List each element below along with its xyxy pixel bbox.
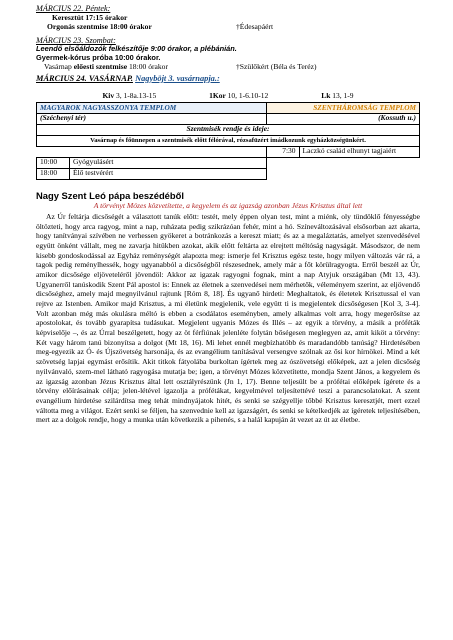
rosary-note: Vasárnap és főünnepen a szentmisék előtt félórával, rózsafüzért imádkozunk egyházközségünkért. — [37, 135, 420, 146]
reading-1: Kiv 3, 1-8a.13-15 — [102, 90, 157, 100]
empty-cell — [266, 157, 419, 168]
sunday-heading — [36, 74, 420, 84]
friday-mass: Orgonás szentmise 18:00 órakor — [47, 21, 152, 31]
article-body: Az Úr feltárja dicsőségét a választott tanúk előtt: testét, mely éppen olyan test, mint a miénk, oly tündöklő fényességbe öltözteti, hogy arca ragyog, mint a nap, ruházata pedig szikrázóan fehér, mint a hó. Színeváltozásával elsősorban azt akarta, hogy tanítványai szívében ne verhessen gyökeret a botránkozás a kereszt miatt; és az a megaláztatás, amelyet szenvedésével együtt önként vállalt, meg ne zavarja hitükben azokat, akik előtt feltárta az elrejtett méltóság nagyságát. Másodszor, de nem kisebb gondoskodással az Egyház reménységét alapozta meg: ismerje fel Krisztus egész teste, hogy milyen változás vár rá, a tagok pedig reménylhessék, hogy ugyanabból a dicsőségből részesednek, amely már a főt körülragyogta. Erről beszél az Úr, amikor dicsősége eljöveteléről jövendöl: Akkor az igazak ragyogni fognak, mint a nap Atyjuk országában (Mt 13, 43). Ugyanerről tanúskodik Szent Pál apostol is: Ennek az életnek a szenvedései nem mérhetők, véleményem szerint, az eljövendő dicsőséghez, amely majd megnyilvánul rajtunk [Róm 8, 18]. És ugyanő hirdeti: Meghaltatok, és életetek Krisztussal el van rejtve az Istenben. Amikor majd Krisztus, a mi életünk megjelenik, vele együtt ti is megjelentek dicsőségesen [Kol 3, 3-4]. Volt azonban még más okulásra méltó is ebben a csodálatos eseményben, amely alkalmas volt arra, hogy megerősítse az apostolokat, és tovább gyarapítsa tudásukat. Megjelent ugyanis Mózes és Illés – az egyik a törvény, a másik a próféták képviselője –, és az Úrral beszélgetett, hogy az öt férfiúnak jelenléte folytán bőségesen meglegyen az, amit kiköt a törvény: Két vagy három tanú bizonyítsa a dolgot (Mt 18, 16). Mi lehet ennél megbízhatóbb és maradandóbb tanúság? Hirdetésében meg-egyezik az Ó- és Újszövetség harsonája, és az evangélium tanításával versengve szólnak az ősi kor hírnökei. Mind a két szövetség lapjai egymást erősítik. Akit titkok fátyolába burkoltan ígértek meg az ószövetségi előképek, azt a jelen dicsőség nyilvánvaló, szem-mel látható ragyogása mutatja be; igen, a törvényt Mózes közvetítette, mondja Szent János, a kegyelem és az igazság azonban Jézus Krisztus által lett osztályrészünk (Jn 1, 17). Benne teljesült be a prófétai előképek ígérete és a törvény előírásainak célja; jelen-létével igazolja a prófétákat, kegyelmével teljesítettévé teszi a parancsolatokat. A szent evangélium hirdetése szilárdítsa meg tehát mindnyájatok hitét, és senki se szégyellje tőbbé Krisztus keresztjét, mert ezzel váltotta meg a világot. Ezért senki se féljen, ha szenvednie kell az igazságért, és senki se kételkedjék az ígéretek teljesítésében, mert az a dolgok rendje, hogy a munka után következik a pihenés, s a halál kapuján át vezet az út az életbe. — [36, 211, 420, 425]
reading-2: 1Kor 10, 1-6.10-12 — [209, 90, 269, 100]
row-time: 18:00 — [37, 168, 70, 179]
empty-cell — [266, 168, 419, 179]
row-right-text: Laczkó család elhunyt tagjaiért — [299, 146, 419, 157]
saturday-block — [36, 36, 420, 72]
article-subtitle: A törvényt Mózes közvetítette, a kegyelem és az igazság azonban Jézus Krisztus által lett — [93, 200, 363, 210]
reading-3: Lk 13, 1-9 — [321, 90, 354, 100]
sunday-readings — [36, 92, 420, 101]
row-text: Gyógyulásért — [70, 157, 267, 168]
sunday-date: MÁRCIUS 24. VASÁRNAP. — [36, 73, 133, 83]
church-left-street: (Széchenyi tér) — [37, 113, 267, 124]
row-text: Élő testvérért — [70, 168, 267, 179]
bulletin-page — [36, 4, 420, 425]
mass-table — [36, 102, 420, 180]
row-right-time: 7:30 — [266, 146, 299, 157]
church-left-name: MAGYAROK NAGYASSZONYA TEMPLOM — [37, 102, 267, 113]
sunday-subtitle: Nagyböjt 3. vasárnapja.: — [135, 73, 220, 83]
saturday-prep: Leendő elsőáldozók felkészítője 9:00 órakor, a plébánián. — [36, 44, 237, 54]
saturday-date: MÁRCIUS 23. Szombat: — [36, 35, 116, 45]
saturday-choir: Gyermek-kórus próba 10:00 órakor. — [36, 52, 161, 62]
friday-date: MÁRCIUS 22. Péntek: — [36, 4, 111, 13]
friday-block — [36, 4, 420, 32]
row-time: 10:00 — [37, 157, 70, 168]
saturday-mass-time: 18:00 órakor — [127, 61, 169, 71]
empty-cell — [37, 146, 267, 157]
saturday-intention: †Szülőkért (Béla és Teréz) — [236, 61, 317, 71]
friday-mass-row — [36, 23, 420, 32]
article-title: Nagy Szent Leó pápa beszédéből — [36, 189, 184, 201]
friday-intention: †Édesapáért — [236, 21, 274, 31]
saturday-mass-bold: előesti szentmise — [73, 61, 128, 71]
saturday-mass — [44, 63, 236, 72]
saturday-mass-prefix: Vasárnap — [44, 61, 74, 71]
mass-schedule-header: Szentmisék rendje és ideje: — [37, 124, 420, 135]
friday-stations: Keresztút 17:15 órakor — [52, 12, 128, 22]
church-right-street: (Kossuth u.) — [266, 113, 419, 124]
saturday-mass-row — [36, 63, 420, 72]
church-right-name: SZENTHÁROMSÁG TEMPLOM — [266, 102, 419, 113]
